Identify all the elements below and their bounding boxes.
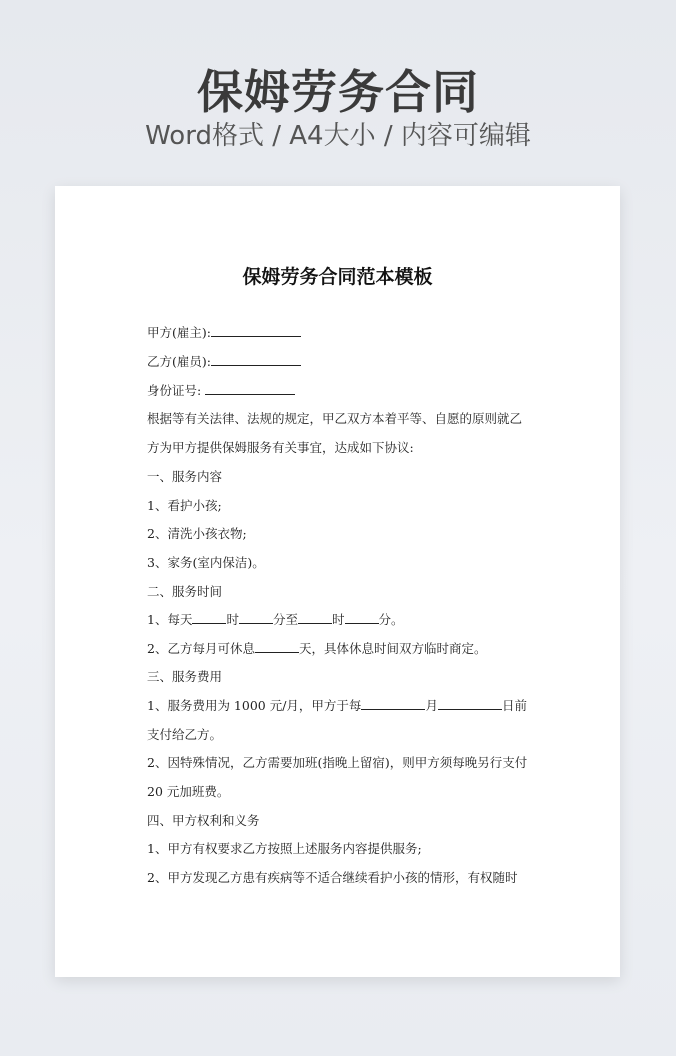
rest-days-suffix: 天，具体休息时间双方临时商定。: [298, 641, 487, 656]
rest-days-label: 2、乙方每月可休息: [147, 641, 255, 656]
banner-title: 保姆劳务合同: [197, 65, 479, 119]
section-1-item-3: 3、家务(室内保洁)。: [147, 555, 265, 570]
section-3-item-1-cont: 支付给乙方。: [147, 727, 223, 742]
end-minute-blank[interactable]: [345, 611, 379, 624]
party-a-line: [147, 324, 301, 342]
document-title: 保姆劳务合同范本模板: [242, 266, 433, 288]
pay-month-blank[interactable]: [361, 697, 425, 710]
party-a-blank[interactable]: [211, 324, 301, 337]
end-hour-blank[interactable]: [298, 611, 332, 624]
intro-line-2: 方为甲方提供保姆服务有关事宜，达成如下协议:: [147, 440, 414, 455]
hour-label-2: 时: [331, 612, 345, 627]
section-4-heading: 四、甲方权利和义务: [147, 813, 260, 828]
section-1-item-1: 1、看护小孩;: [147, 498, 222, 513]
id-number-line: [147, 382, 295, 400]
party-a-label: 甲方(雇主):: [147, 325, 211, 340]
id-number-blank[interactable]: [205, 382, 295, 395]
day-label: 日前: [501, 698, 527, 713]
section-3-heading: 三、服务费用: [147, 669, 223, 684]
daily-start-label: 1、每天: [147, 612, 193, 627]
minute-to-label: 分至: [272, 612, 298, 627]
month-label: 月: [425, 698, 438, 713]
section-4-item-2: 2、甲方发现乙方患有疾病等不适合继续看护小孩的情形，有权随时: [147, 870, 518, 885]
hour-label: 时: [226, 612, 239, 627]
party-b-blank[interactable]: [211, 353, 301, 366]
section-3-item-2-cont: 20 元加班费。: [147, 784, 230, 799]
pay-day-blank[interactable]: [438, 697, 502, 710]
start-minute-blank[interactable]: [239, 611, 273, 624]
party-b-label: 乙方(雇员):: [147, 354, 211, 369]
section-3-item-1: [147, 697, 527, 715]
section-1-heading: 一、服务内容: [147, 469, 223, 484]
section-2-item-1: [147, 611, 404, 629]
rest-days-blank[interactable]: [255, 640, 299, 653]
document-page: [55, 186, 620, 977]
intro-line-1: 根据等有关法律、法规的规定，甲乙双方本着平等、自愿的原则就乙: [147, 411, 523, 426]
start-hour-blank[interactable]: [192, 611, 226, 624]
section-2-heading: 二、服务时间: [147, 584, 223, 599]
section-1-item-2: 2、清洗小孩衣物;: [147, 526, 247, 541]
party-b-line: [147, 353, 301, 371]
section-4-item-1: 1、甲方有权要求乙方按照上述服务内容提供服务;: [147, 841, 422, 856]
id-number-label: 身份证号:: [147, 383, 202, 398]
minute-label-2: 分。: [378, 612, 404, 627]
section-3-item-2: 2、因特殊情况，乙方需要加班(指晚上留宿)，则甲方须每晚另行支付: [147, 755, 528, 770]
fee-label: 1、服务费用为 1000 元/月，甲方于每: [147, 698, 362, 713]
section-2-item-2: [147, 640, 486, 658]
banner-subtitle: Word格式 / A4大小 / 内容可编辑: [145, 121, 531, 151]
